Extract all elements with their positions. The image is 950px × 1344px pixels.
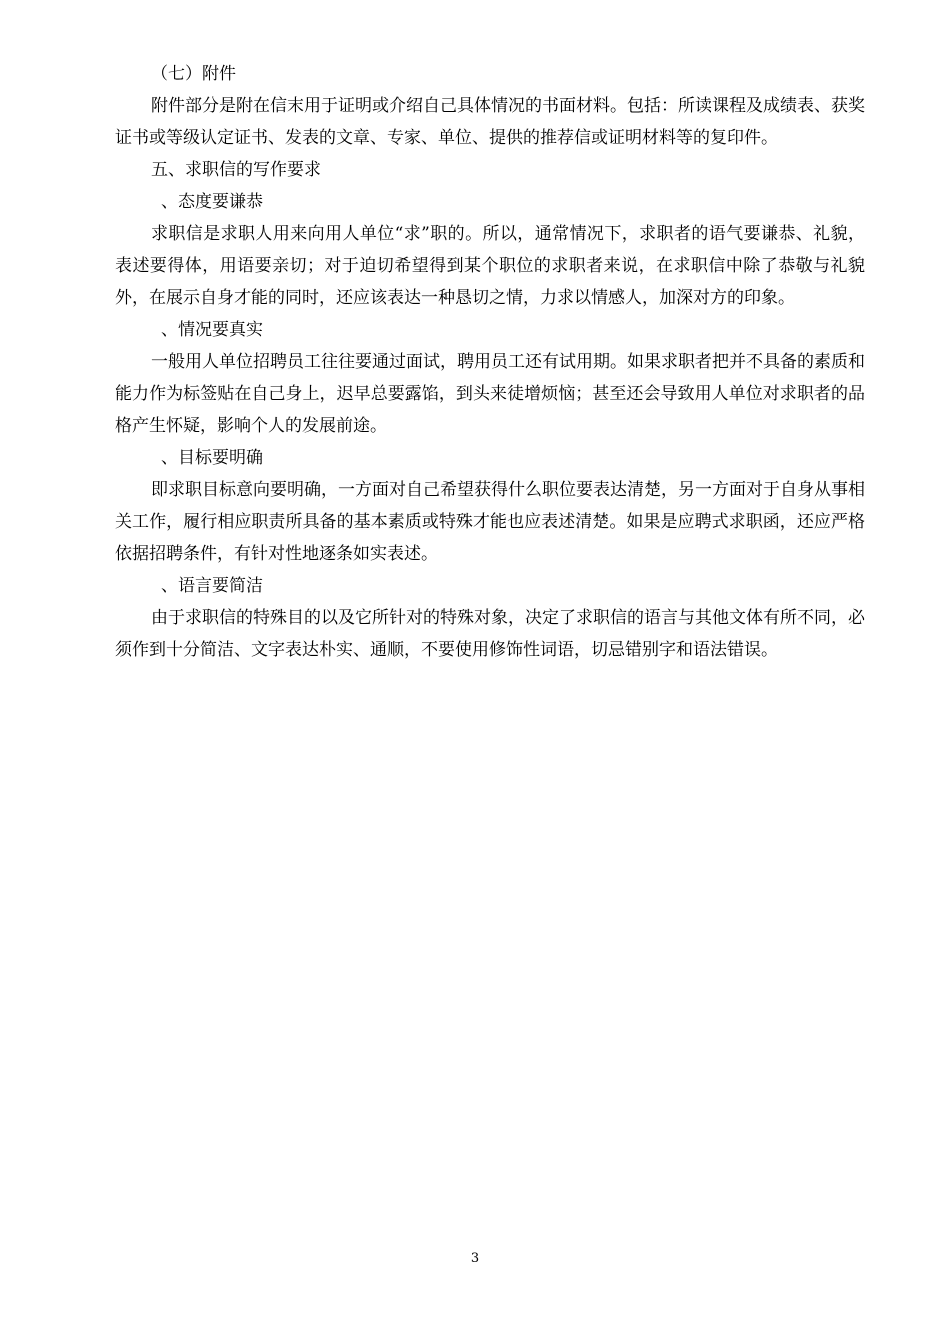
page-number: 3	[470, 1251, 480, 1266]
section-heading-writing-requirements: 五、求职信的写作要求	[151, 160, 321, 180]
sub-heading-truthful: 、情况要真实	[161, 320, 263, 340]
sub-heading-attitude: 、态度要谦恭	[161, 192, 263, 212]
paragraph-attachment: 附件部分是附在信末用于证明或介绍自己具体情况的书面材料。包括：所读课程及成绩表、获奖证书或等级认定证书、发表的文章、专家、单位、提供的推荐信或证明材料等的复印件。	[115, 96, 865, 148]
sub-heading-goal: 、目标要明确	[161, 448, 263, 468]
paragraph-truthful: 一般用人单位招聘员工往往要通过面试，聘用员工还有试用期。如果求职者把并不具备的素质和能力作为标签贴在自己身上，迟早总要露馅，到头来徒增烦恼；甚至还会导致用人单位对求职者的品格产生怀疑，影响个人的发展前途。	[115, 352, 865, 436]
paragraph-attitude: 求职信是求职人用来向用人单位“求”职的。所以，通常情况下，求职者的语气要谦恭、礼貌，表述要得体，用语要亲切；对于迫切希望得到某个职位的求职者来说，在求职信中除了恭敬与礼貌外，在展示自身才能的同时，还应该表达一种恳切之情，力求以情感人，加深对方的印象。	[115, 224, 865, 308]
document-body	[115, 58, 865, 666]
paragraph-goal: 即求职目标意向要明确，一方面对自己希望获得什么职位要表达清楚，另一方面对于自身从事相关工作，履行相应职责所具备的基本素质或特殊才能也应表述清楚。如果是应聘式求职函，还应严格依据招聘条件，有针对性地逐条如实表述。	[115, 480, 865, 564]
paragraph-language: 由于求职信的特殊目的以及它所针对的特殊对象，决定了求职信的语言与其他文体有所不同，必须作到十分简洁、文字表达朴实、通顺，不要使用修饰性词语，切忌错别字和语法错误。	[115, 608, 865, 660]
section-heading-attachment: （七）附件	[151, 64, 236, 84]
sub-heading-language: 、语言要简洁	[161, 576, 263, 596]
